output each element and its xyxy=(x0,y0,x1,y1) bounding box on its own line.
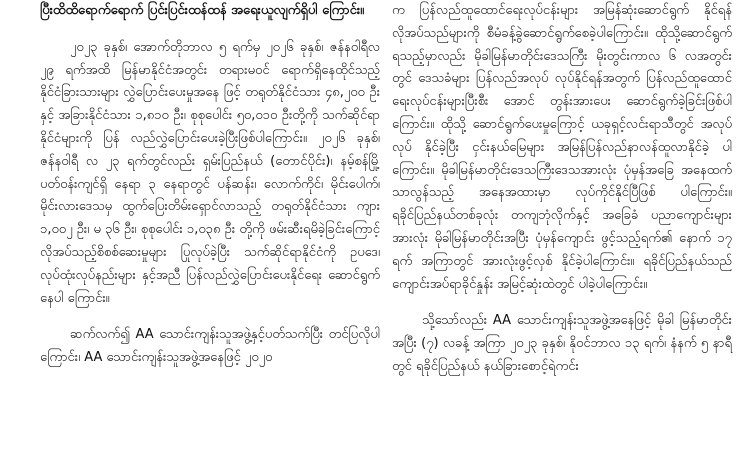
right-paragraph-1: က ပြန်လည်ထူထောင်ရေးလုပ်ငန်းများ အမြန်ဆုံးဆောင်ရွက် နိုင်ရန် လိုအပ်သည်များကို စီမံခန့်ခွဲဆောင်ရွက်စေခဲ့ပါကြောင်း။ ထိုသို့ဆောင်ရွက်ရသည့်မှာလည်း မိုခါမြန်မာတိုင်းဒေသကြီး မိုးတွင်းကာလ ၆ လအတွင်းတွင် ဒေသခံများ ပြန်လည်အလုပ် လုပ်နိုင်ရန်အတွက် ပြန်လည်ထူထောင်ရေးလုပ်ငန်းများပြီးစီး အောင် တွန်းအားပေး ဆောင်ရွက်ခဲ့ခြင်းဖြစ်ပါကြောင်း။ ထိုသို့ ဆောင်ရွက်ပေးမှုကြောင့် ယခုရှင့်လင်းရာသီတွင် အလုပ်လုပ် နိုင်ခဲ့ပြီး ငှင်းနယ်မြေများ အမြန်ပြန်လည်နာလန်ထူလာနိုင်ခဲ့ ပါကြောင်း။ မိုခါမြန်မာတိုင်းဒေသကြီးဒေသအားလုံး ပုံမှန်အခြေ အနေထက် သာလွန်သည့် အနေအထားမှာ လုပ်ကိုင်နိုင်ပြီဖြစ် ပါကြောင်း။ ရခိုင်ပြည်နယ်တစ်ခုလုံး တကျဘုံလိုက်နှင့် အခြေခံ ပညာကျောင်းများအားလုံး မိုခါမြန်မာတိုင်းအပြီး ပုံမှန်ကျောင်း ဖွင့်သည့်ရက်၏ နောက် ၁၇ ရက် အကြာတွင် အားလုံးဖွင့်လှစ် နိုင်ခဲ့ပါကြောင်း။ ရခိုင်ပြည်နယ်သည် ကျောင်းအပ်ရာခိုင်နှုန်း အမြင့်ဆုံးထဲတွင် ပါခဲ့ပါကြောင်း။ xyxy=(392,3,732,292)
right-column xyxy=(392,0,732,379)
left-paragraph-1: ပြီးထိထိရောက်ရောက် ပြင်းပြင်းထန်ထန် အရေးယူလျက်ရှိပါ ကြောင်း။ xyxy=(40,3,365,18)
right-paragraph-2: သို့သော်လည်း AA သောင်းကျန်းသူအဖွဲ့အနေဖြင့် မိုခါ မြန်မာတိုင်းအပြီး (၇) လခန့် အကြာ ၂၀၂၃ ခုနှစ်၊ နိုဝင်ဘာလ ၁၃ ရက်၊ နံနက် ၅ နာရီတွင် ရခိုင်ပြည်နယ် နယ်ခြားစောင့်ရဲကင်း xyxy=(392,313,732,374)
left-paragraph-2: ၂၀၂၃ ခုနှစ်၊ အောက်တိုဘာလ ၅ ရက်မှ ၂၀၂၆ ခုနှစ်၊ ဇန်နဝါရီလ ၂၉ ရက်အထိ မြန်မာနိုင်ငံအတွင်း တရားမဝင် ရောက်ရှိနေထိုင်သည့် နိုင်ငံခြားသားများ လွှဲပြောင်းပေးမှုအနေ ဖြင့် တရုတ်နိုင်ငံသား ၄၈,၂၀၀ ဦးနှင့် အခြားနိုင်ငံသား ၁,၈၁၀ ဦး၊ စုစုပေါင်း ၅၀,၀၁၀ ဦးတို့ကို သက်ဆိုင်ရာနိုင်ငံများကို ပြန် လည်လွှဲပြောင်းပေးခဲ့ပြီးဖြစ်ပါကြောင်း။ ၂၀၂၆ ခုနှစ်၊ ဇန်နဝါရီ လ ၂၃ ရက်တွင်လည်း ရှမ်းပြည်နယ် (တောင်ပိုင်း)၊ နမ့်စန်မြို့ ပတ်ဝန်းကျင်ရှိ နေရာ ၃ နေရာတွင် ပန်ဆန်း၊ လောက်ကိုင်၊ မိုင်းပေါက်၊ မိုင်းလားဒေသမှ ထွက်ပြေးတိမ်းရှောင်လာသည့် တရုတ်နိုင်ငံသား ကျား ၁,၀၀၂ ဦး၊ မ ၃၆ ဦး၊ စုစုပေါင်း ၁,၀၃၈ ဦး တို့ကို ဖမ်းဆီးရမိခဲ့ခြင်းကြောင့် လိုအပ်သည့်စိစစ်ဆေးမှုများ ပြုလုပ်ခဲ့ပြီး သက်ဆိုင်ရာနိုင်ငံကို ဥပဒေ၊ လုပ်ထုံးလုပ်နည်းများ နှင့်အညီ ပြန်လည်လွှဲပြောင်းပေးနိုင်ရေး ဆောင်ရွက်နေပါ ကြောင်း။ xyxy=(40,39,380,306)
paragraph-gap xyxy=(392,296,732,310)
paragraph-gap xyxy=(40,310,380,324)
left-column xyxy=(40,0,380,370)
left-paragraph-3: ဆက်လက်၍ AA သောင်းကျန်းသူအဖွဲ့နှင့်ပတ်သက်ပြီး တင်ပြလိုပါကြောင်း၊ AA သောင်းကျန်းသူအဖွဲ့အနေဖြင့် ၂၀၂၀ xyxy=(40,327,380,366)
paragraph-gap xyxy=(40,23,380,37)
